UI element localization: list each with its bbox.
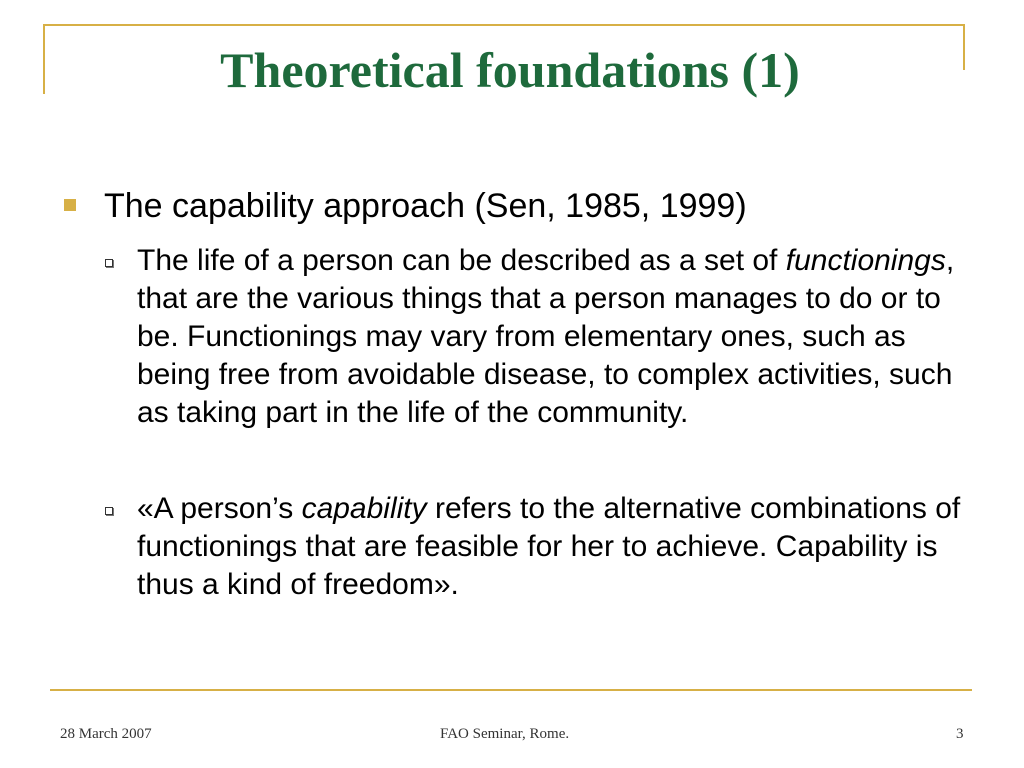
footer-event: FAO Seminar, Rome. xyxy=(440,726,570,742)
frame-top-line xyxy=(43,24,964,26)
sub-bullet-functionings xyxy=(137,242,967,432)
footer-date: 28 March 2007 xyxy=(60,726,152,742)
sub-bullet-capability xyxy=(137,490,967,604)
square-bullet-icon xyxy=(64,199,76,211)
page-number: 3 xyxy=(956,726,964,742)
sub1-emphasis: functionings xyxy=(785,244,946,277)
sub1-text-before: The life of a person can be described as a set of xyxy=(137,244,778,277)
sub2-emphasis: capability xyxy=(301,492,427,525)
footer-divider xyxy=(50,689,972,691)
sub2-text-after: refers to the alternative combinations of functionings that are feasible for her to achieve. Capability is thus a kind of freedom». xyxy=(137,492,961,601)
frame-left-line xyxy=(43,24,45,94)
bullet-capability-approach: The capability approach (Sen, 1985, 1999) xyxy=(104,187,747,225)
slide-title: Theoretical foundations (1) xyxy=(220,42,800,98)
frame-right-line xyxy=(963,24,965,70)
hollow-square-bullet-icon xyxy=(105,259,113,267)
hollow-square-bullet-icon xyxy=(105,507,113,515)
sub1-text-after: , that are the various things that a person manages to do or to be. Functionings may vary from elementary ones, such as being free from avoidable disease, to complex activities, such as taking part in the life of the community. xyxy=(137,244,955,429)
sub2-text-before: «A person’s xyxy=(137,492,302,525)
